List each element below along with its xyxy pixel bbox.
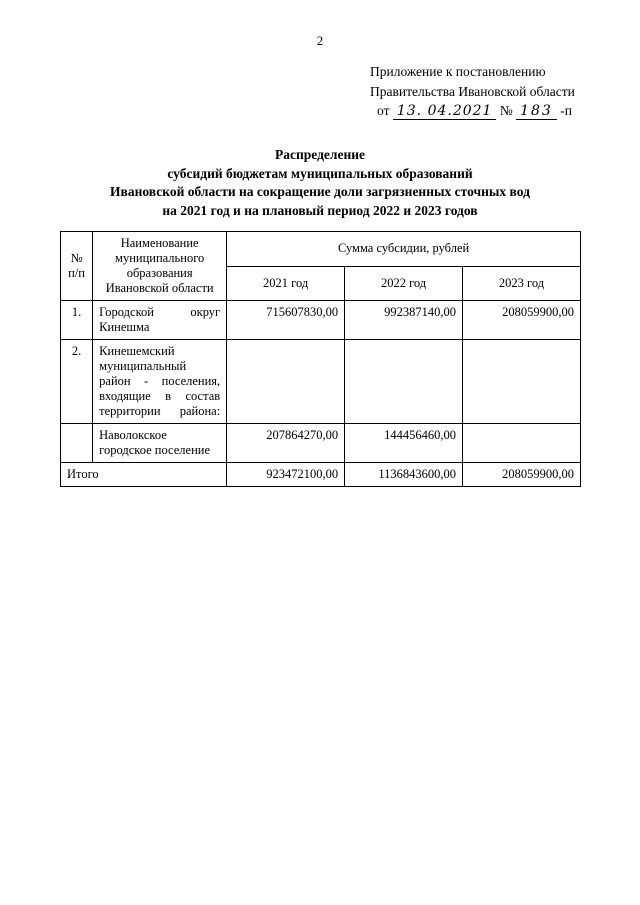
row-amount-2021 bbox=[227, 340, 345, 424]
decree-number-value: 183 bbox=[516, 103, 557, 120]
appendix-line-2: Правительства Ивановской области bbox=[370, 84, 575, 99]
row-amount-2022: 144456460,00 bbox=[345, 424, 463, 463]
header-year-2022: 2022 год bbox=[345, 266, 463, 301]
appendix-line-1: Приложение к постановлению bbox=[370, 64, 546, 79]
row-amount-2022: 992387140,00 bbox=[345, 301, 463, 340]
number-suffix: -п bbox=[560, 103, 572, 118]
title-line-2: субсидий бюджетам муниципальных образований bbox=[167, 165, 473, 181]
header-sum-group: Сумма субсидии, рублей bbox=[227, 232, 581, 267]
header-year-2023: 2023 год bbox=[463, 266, 581, 301]
page-number: 2 bbox=[316, 33, 324, 48]
header-number-line-2: п/п bbox=[68, 266, 85, 280]
row-amount-2022 bbox=[345, 340, 463, 424]
row-amount-2023: 208059900,00 bbox=[463, 301, 581, 340]
decree-date-line bbox=[377, 103, 572, 120]
number-sign: № bbox=[499, 103, 513, 118]
header-municipality-line-3: образования bbox=[126, 266, 193, 280]
total-amount-2022: 1136843600,00 bbox=[345, 463, 463, 487]
header-municipality-line-4: Ивановской области bbox=[105, 281, 214, 295]
appendix-reference bbox=[370, 62, 600, 102]
row-amount-2023 bbox=[463, 424, 581, 463]
total-label: Итого bbox=[61, 463, 227, 487]
header-year-2021: 2021 год bbox=[227, 266, 345, 301]
row-number bbox=[61, 424, 93, 463]
table-row bbox=[61, 301, 581, 340]
date-prefix: от bbox=[377, 103, 390, 118]
title-line-3: Ивановской области на сокращение доли загрязненных сточных вод bbox=[110, 184, 530, 199]
header-municipality-line-2: муниципального bbox=[115, 251, 205, 265]
row-municipality: Городской округ Кинешма bbox=[93, 301, 227, 340]
header-municipality bbox=[93, 232, 227, 301]
document-title bbox=[40, 146, 600, 220]
title-line-4: на 2021 год и на плановый период 2022 и 2023 годов bbox=[162, 202, 478, 218]
title-line-1: Распределение bbox=[274, 147, 366, 162]
table-row bbox=[61, 424, 581, 463]
header-municipality-line-1: Наименование bbox=[120, 236, 199, 250]
table-header-row-1 bbox=[61, 232, 581, 267]
header-number-line-1: № bbox=[70, 251, 83, 265]
row-number: 2. bbox=[61, 340, 93, 424]
row-municipality: Кинешемский муниципальный район - поселения, входящие в состав территории района: bbox=[93, 340, 227, 424]
row-municipality: Наволокское городское поселение bbox=[93, 424, 227, 463]
decree-date-value: 13. 04.2021 bbox=[393, 103, 497, 120]
header-number bbox=[61, 232, 93, 301]
table-row bbox=[61, 340, 581, 424]
subsidy-distribution-table bbox=[60, 231, 581, 487]
row-amount-2021: 715607830,00 bbox=[227, 301, 345, 340]
row-amount-2023 bbox=[463, 340, 581, 424]
total-amount-2023: 208059900,00 bbox=[463, 463, 581, 487]
row-amount-2021: 207864270,00 bbox=[227, 424, 345, 463]
total-amount-2021: 923472100,00 bbox=[227, 463, 345, 487]
row-number: 1. bbox=[61, 301, 93, 340]
table-total-row bbox=[61, 463, 581, 487]
